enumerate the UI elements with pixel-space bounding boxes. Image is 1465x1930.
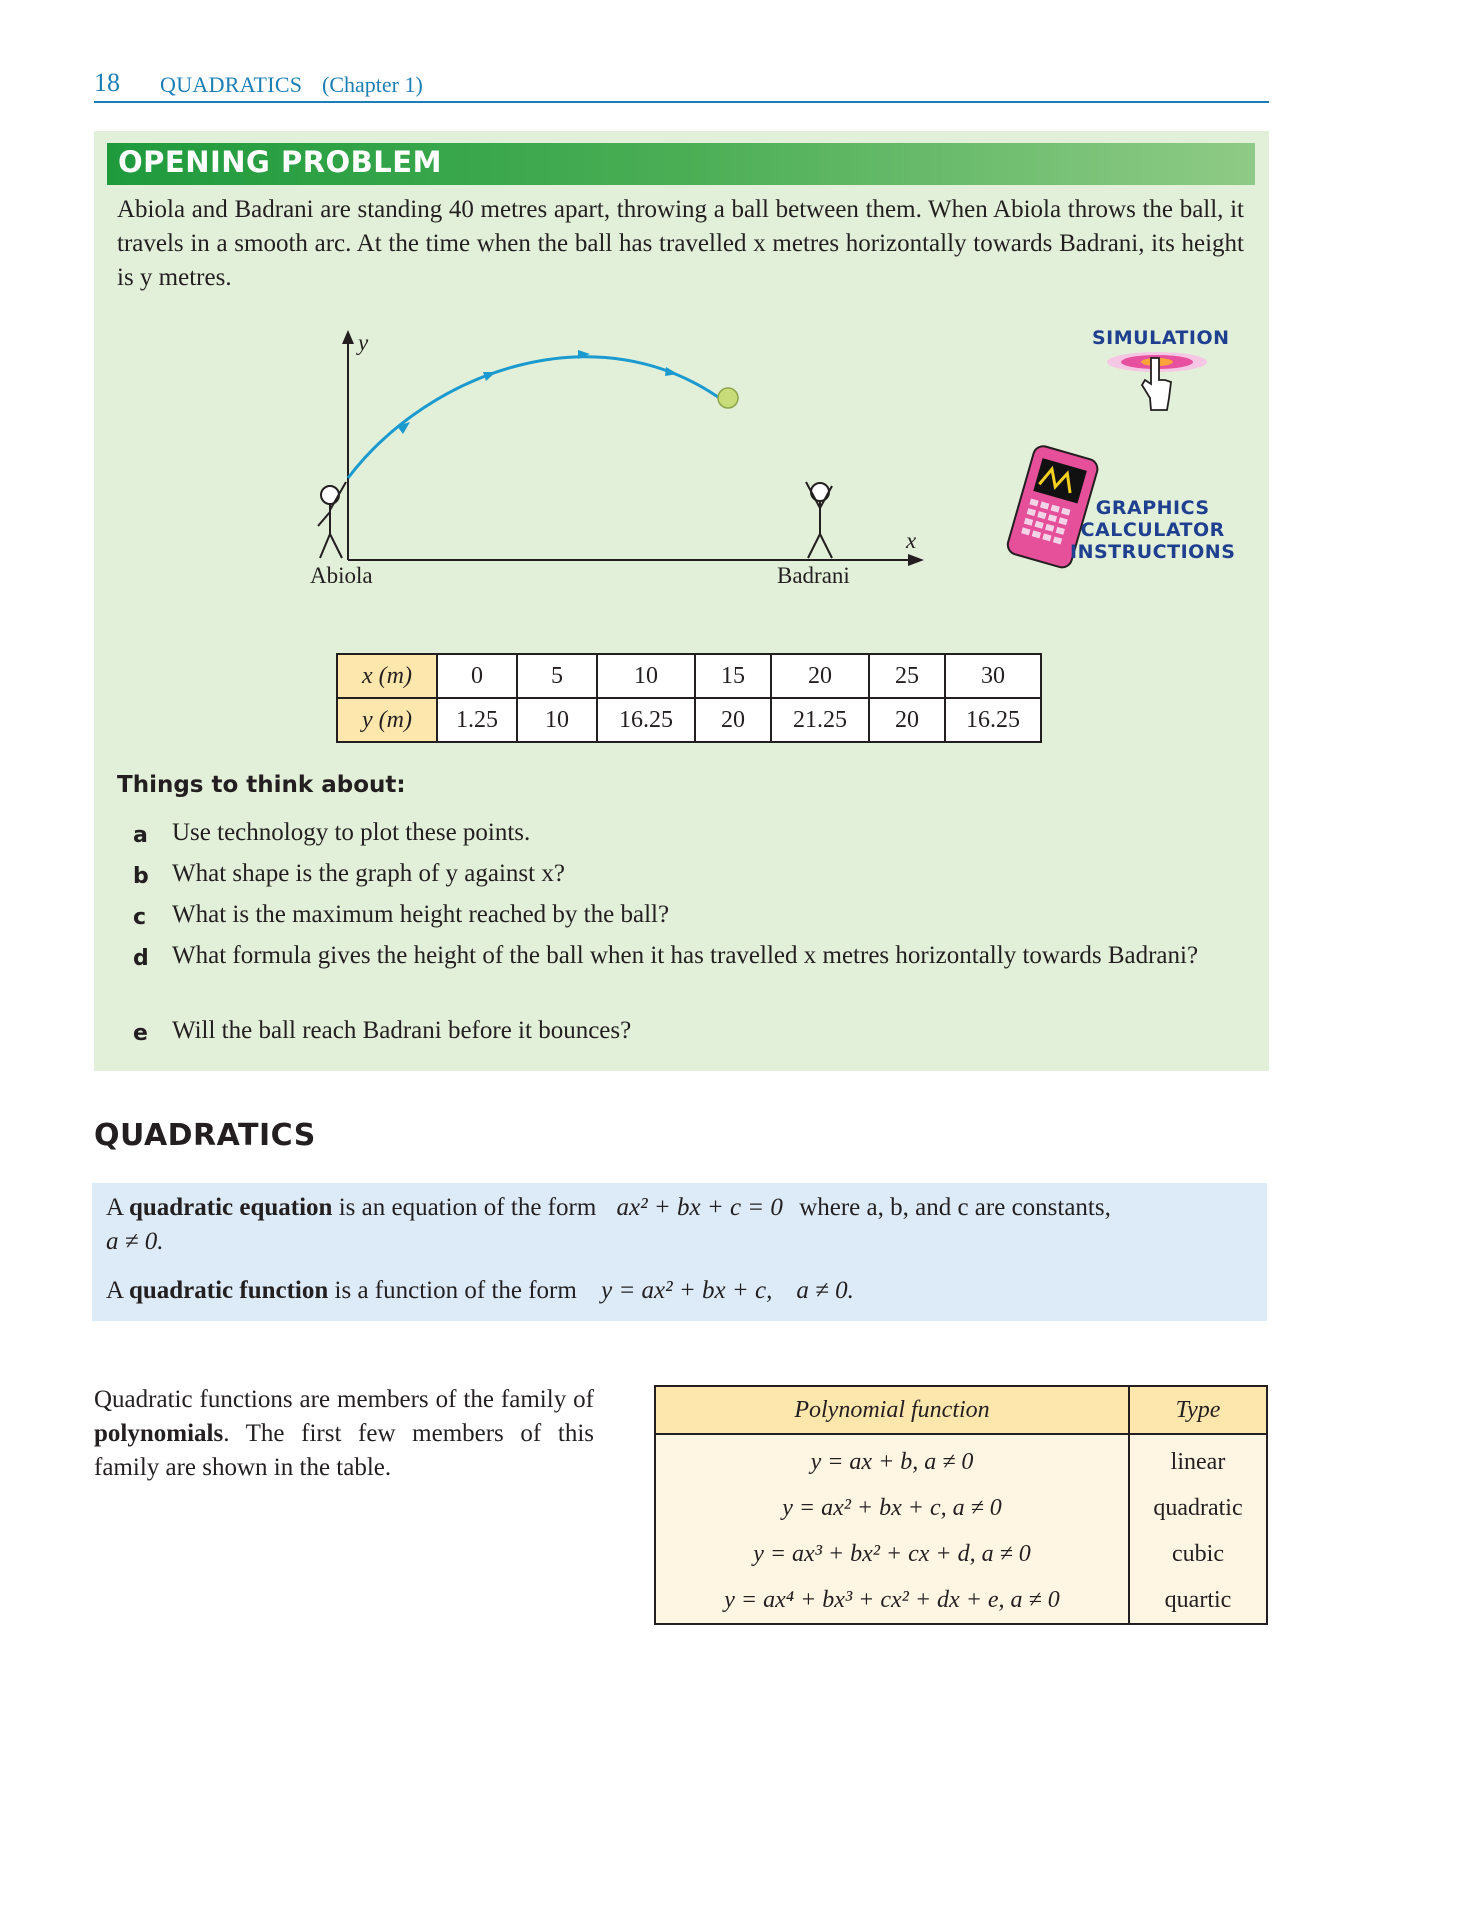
quadratic-equation-formula: ax² + bx + c = 0 bbox=[616, 1194, 783, 1221]
quadratic-function-definition: A quadratic function is a function of the form y = ax² + bx + c, a ≠ 0. bbox=[106, 1277, 854, 1304]
calculator-label-line-1: GRAPHICS bbox=[1095, 497, 1210, 519]
polynomial-type: quartic bbox=[1129, 1577, 1267, 1624]
question-letter: c bbox=[133, 905, 147, 930]
polynomial-type: cubic bbox=[1129, 1531, 1267, 1577]
table-row bbox=[655, 1577, 1267, 1624]
trajectory-arrow-2 bbox=[483, 372, 496, 381]
x-axis-arrow bbox=[908, 554, 924, 566]
table-row-x bbox=[337, 654, 1041, 698]
graphics-calculator-link[interactable] bbox=[1070, 497, 1235, 563]
row-header-x: x (m) bbox=[337, 654, 437, 698]
row-header-y: y (m) bbox=[337, 698, 437, 742]
table-cell: 15 bbox=[695, 654, 771, 698]
table-cell: 16.25 bbox=[597, 698, 695, 742]
question-text: Will the ball reach Badrani before it bounces? bbox=[172, 1017, 632, 1044]
x-axis-label: x bbox=[906, 528, 917, 553]
question-letter: e bbox=[133, 1021, 148, 1046]
badrani-label: Badrani bbox=[777, 563, 850, 588]
question-letter: d bbox=[133, 946, 149, 971]
table-cell: 21.25 bbox=[771, 698, 869, 742]
question-letter: b bbox=[133, 864, 149, 889]
page-number: 18 bbox=[94, 68, 120, 97]
term-polynomials: polynomials bbox=[94, 1420, 224, 1447]
table-row bbox=[655, 1434, 1267, 1485]
table-cell: 20 bbox=[869, 698, 945, 742]
term-quadratic-equation: quadratic equation bbox=[128, 1194, 333, 1221]
table-cell: 1.25 bbox=[437, 698, 517, 742]
quadratic-equation-definition: A quadratic equation is an equation of the form ax² + bx + c = 0 where a, b, and c are constants, bbox=[106, 1194, 1111, 1221]
table-header-row bbox=[655, 1386, 1267, 1434]
abiola-label: Abiola bbox=[310, 563, 373, 588]
table-cell: 0 bbox=[437, 654, 517, 698]
question-letter: a bbox=[133, 823, 148, 848]
ball-trajectory-diagram bbox=[300, 330, 940, 600]
table-row bbox=[655, 1485, 1267, 1531]
pointing-hand-icon[interactable] bbox=[1085, 350, 1225, 420]
things-to-think-about-heading: Things to think about: bbox=[117, 772, 406, 798]
quadratic-function-condition: a ≠ 0. bbox=[796, 1277, 854, 1304]
column-header-function: Polynomial function bbox=[655, 1386, 1129, 1434]
question-text: What shape is the graph of y against x? bbox=[172, 860, 565, 887]
chapter-label: (Chapter 1) bbox=[322, 72, 423, 97]
table-row-y bbox=[337, 698, 1041, 742]
table-cell: 25 bbox=[869, 654, 945, 698]
calculator-label-line-3: INSTRUCTIONS bbox=[1070, 541, 1236, 563]
question-text: Use technology to plot these points. bbox=[172, 819, 531, 846]
opening-problem-title: OPENING PROBLEM bbox=[118, 145, 442, 179]
ball bbox=[718, 388, 738, 408]
quadratic-equation-condition: a ≠ 0. bbox=[106, 1228, 164, 1255]
y-axis-arrow bbox=[342, 330, 354, 344]
chapter-title: QUADRATICS bbox=[160, 72, 303, 97]
xy-data-table bbox=[336, 653, 1042, 743]
question-text: What is the maximum height reached by the ball? bbox=[172, 901, 670, 928]
table-cell: 20 bbox=[771, 654, 869, 698]
polynomial-type: quadratic bbox=[1129, 1485, 1267, 1531]
calculator-label-line-2: CALCULATOR bbox=[1080, 519, 1225, 541]
table-cell: 10 bbox=[517, 698, 597, 742]
polynomial-function: y = ax⁴ + bx³ + cx² + dx + e, a ≠ 0 bbox=[655, 1577, 1129, 1624]
question-text: What formula gives the height of the ball when it has travelled x metres horizontally towards Badrani? bbox=[172, 942, 1199, 969]
column-header-type: Type bbox=[1129, 1386, 1267, 1434]
y-axis-label: y bbox=[358, 330, 369, 355]
polynomial-type: linear bbox=[1129, 1434, 1267, 1485]
table-cell: 20 bbox=[695, 698, 771, 742]
badrani-figure bbox=[806, 482, 832, 558]
term-quadratic-function: quadratic function bbox=[128, 1277, 329, 1304]
simulation-link[interactable]: SIMULATION bbox=[1092, 327, 1230, 349]
quadratic-function-formula: y = ax² + bx + c, bbox=[601, 1277, 773, 1304]
table-cell: 5 bbox=[517, 654, 597, 698]
quadratics-heading: QUADRATICS bbox=[94, 1118, 316, 1153]
polynomials-paragraph: Quadratic functions are members of the family of polynomials. The first few members of this family are shown in the table. bbox=[94, 1386, 594, 1481]
polynomial-function: y = ax² + bx + c, a ≠ 0 bbox=[655, 1485, 1129, 1531]
polynomial-table bbox=[654, 1385, 1268, 1625]
polynomial-function: y = ax + b, a ≠ 0 bbox=[655, 1434, 1129, 1485]
header-rule bbox=[94, 101, 1269, 103]
table-row bbox=[655, 1531, 1267, 1577]
table-cell: 30 bbox=[945, 654, 1041, 698]
opening-problem-intro: Abiola and Badrani are standing 40 metres apart, throwing a ball between them. When Abiola throws the ball, it travels in a smooth arc. At the time when the ball has travelled x metres horizontally towards Badrani, its height is y metres. bbox=[117, 196, 1244, 291]
abiola-figure bbox=[318, 482, 346, 558]
table-cell: 16.25 bbox=[945, 698, 1041, 742]
polynomial-function: y = ax³ + bx² + cx + d, a ≠ 0 bbox=[655, 1531, 1129, 1577]
table-cell: 10 bbox=[597, 654, 695, 698]
